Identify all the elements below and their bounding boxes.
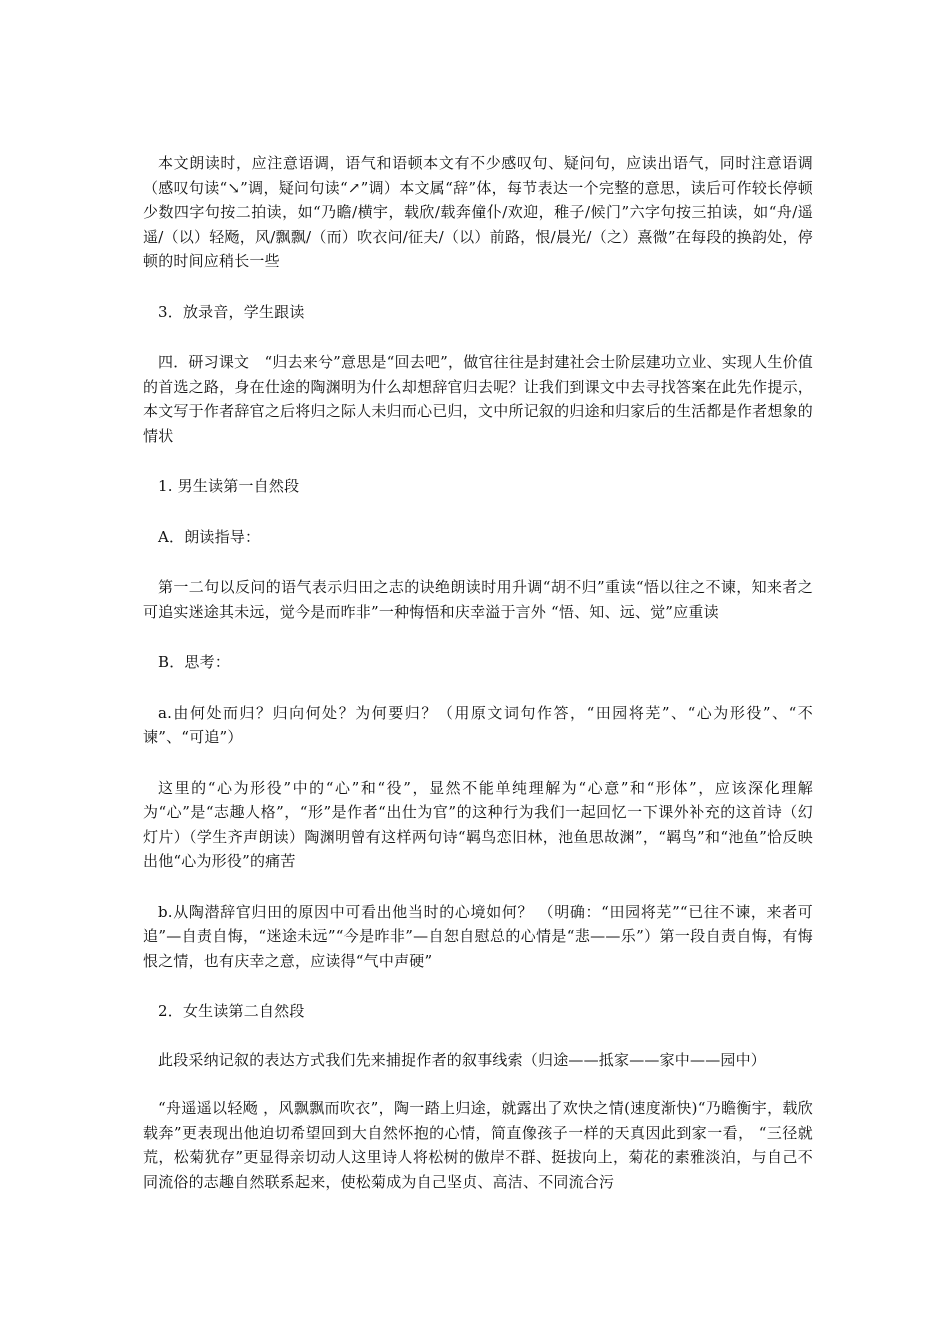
paragraph-journey-analysis: “舟遥遥以轻飏 ，风飘飘而吹衣”，陶一踏上归途，就露出了欢快之情(速度渐快)“乃瞻衡宇，载欣载奔”更表现出他迫切希望回到大自然怀抱的心情，简直像孩子一样的天真因此到家一看， “三径就荒，松菊犹存”更显得亲切动人这里诗人将松树的傲岸不群、挺拔向上，菊花的素雅淡泊，与自己不同流俗的志趣自然联系起来，使松菊成为自己坚贞、高洁、不同流合污	[143, 1099, 813, 1191]
paragraph-step-3: 3．放录音，学生跟读	[158, 302, 305, 321]
paragraph-guidance-text: 第一二句以反问的语气表示归田之志的诀绝朗读时用升调“胡不归”重读“悟以往之不谏，知来者之可追实迷途其未远，觉今是而昨非”一种悔悟和庆幸溢于言外 “悟、知、远、觉”应重读	[143, 578, 813, 621]
paragraph-explanation: 这里的“心为形役”中的“心”和“役”，显然不能单纯理解为“心意”和“形体”，应该深化理解为“心”是“志趣人格”，“形”是作者“出仕为官”的这种行为我们一起回忆一下课外补充的这首诗（幻灯片）（学生齐声朗读）陶渊明曾有这样两句诗“羁鸟恋旧林，池鱼思故渊”，“羁鸟”和“池鱼”恰反映出他“心为形役”的痛苦	[143, 778, 813, 870]
paragraph-male-reading: 1. 男生读第一自然段	[158, 477, 300, 495]
paragraph-reading-tone: 本文朗读时，应注意语调，语气和语顿本文有不少感叹句、疑问句，应读出语气，同时注意语调（感叹句读“↘”调，疑问句读“↗”调）本文属“辞”体，每节表达一个完整的意思，读后可作较长停顿少数四字句按二拍读，如“乃瞻/横宇，载欣/载奔僮仆/欢迎，稚子/候门”六字句按三拍读，如“舟/遥遥/（以）轻飏，风/飘飘/（而）吹衣问/征夫/（以）前路，恨/晨光/（之）熹微”在每段的换韵处，停顿的时间应稍长一些	[143, 154, 813, 270]
document-body	[143, 151, 813, 1220]
paragraph-female-reading: 2．女生读第二自然段	[158, 1002, 305, 1020]
paragraph-guidance-heading: A．朗读指导：	[158, 527, 261, 546]
paragraph-question-a: a.由何处而归？归向何处？为何要归？（用原文词句作答，“田园将芜”、“心为形役”、“不谏”、“可追”）	[143, 703, 813, 746]
paragraph-section-4: 四．研习课文 “归去来兮”意思是“回去吧”，做官往往是封建社会士阶层建功立业、实现人生价值的首选之路，身在仕途的陶渊明为什么却想辞官归去呢？让我们到课文中去寻找答案在此先作提示，本文写于作者辞官之后将归之际人未归而心已归，文中所记叙的归途和归家后的生活都是作者想象的情状	[143, 353, 813, 445]
paragraph-narrative-clue: 此段采纳记叙的表达方式我们先来捕捉作者的叙事线索（归途——抵家——家中——园中）	[158, 1050, 767, 1069]
paragraph-question-b: b.从陶潜辞官归田的原因中可看出他当时的心境如何？ （明确：“田园将芜”“已往不谏，来者可追”—自责自悔，“迷途未远”“今是昨非”—自恕自慰总的心情是“悲——乐”）第一段自责自悔，有悔恨之情，也有庆幸之意，应读得“气中声硬”	[143, 902, 813, 970]
paragraph-think-heading: B．思考：	[158, 653, 231, 671]
